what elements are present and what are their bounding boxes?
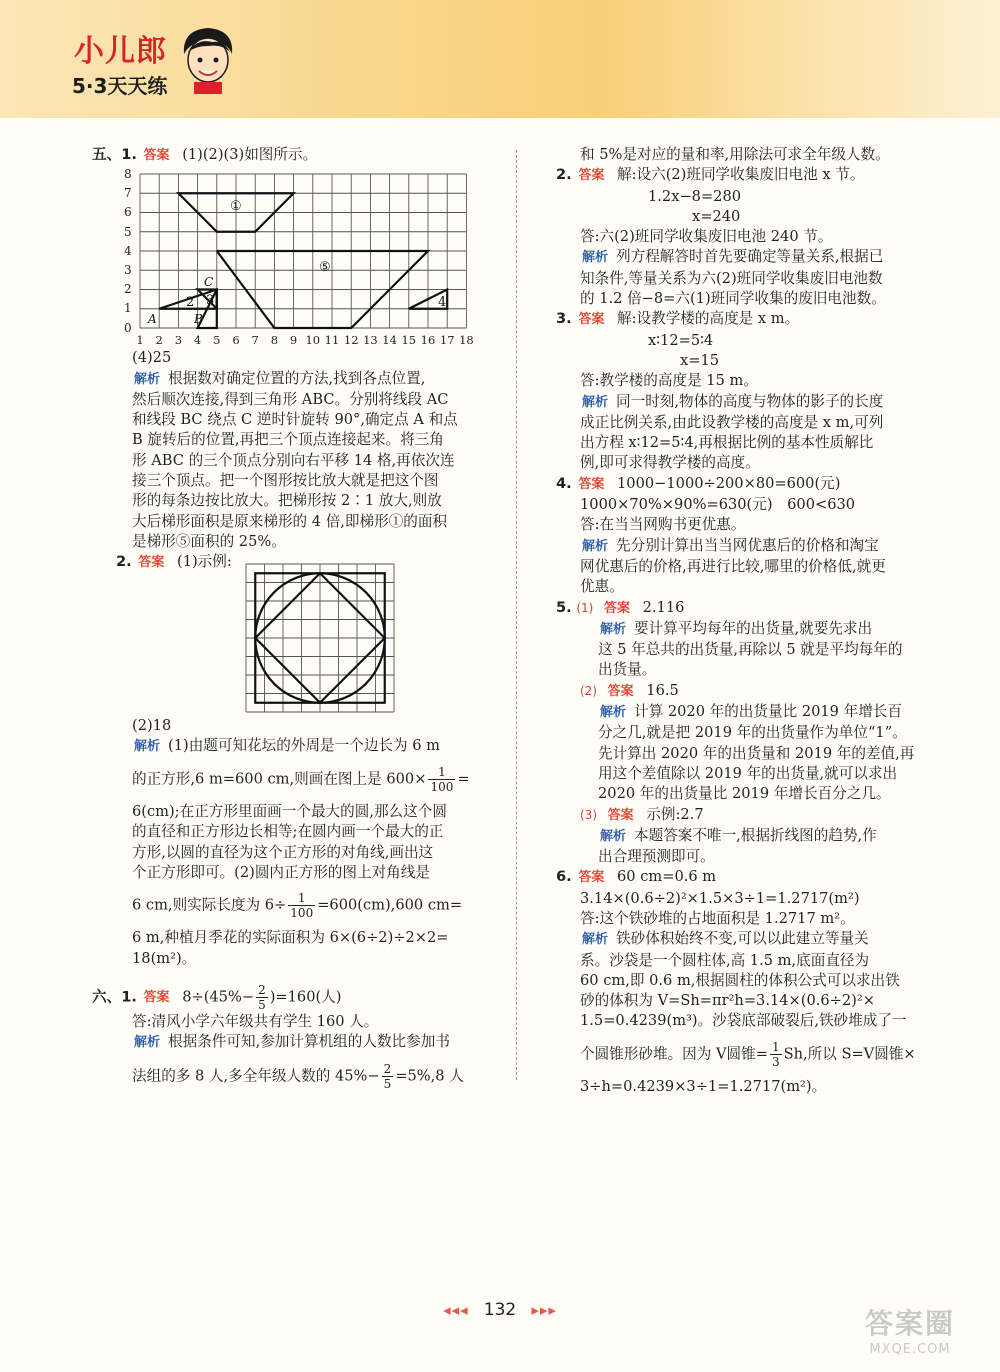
y-tick: 4 (124, 244, 132, 259)
analysis-text: (1)由题可知花坛的外周是一个边长为 6 m (168, 736, 440, 754)
text-span: = (457, 770, 470, 788)
answer-tag: 答案 (603, 600, 630, 616)
answer-text: 1000−1000÷200×80=600(元) (617, 474, 841, 492)
numerator: 1 (428, 765, 455, 780)
analysis-tag: 解析 (582, 538, 609, 554)
fraction (288, 891, 315, 920)
text-line: 60 cm,即 0.6 m,根据圆柱的体积公式可以求出铁 (580, 971, 900, 989)
x-tick: 4 (193, 333, 202, 348)
analysis-tag: 解析 (582, 932, 609, 948)
text-line: 出方程 x∶12=5∶4,再根据比例的基本性质解比 (580, 434, 874, 452)
shape-label-4: 4 (438, 295, 447, 311)
text-line (540, 1040, 945, 1069)
point-label-a: A (148, 312, 157, 327)
analysis-line (92, 1032, 497, 1053)
text-line: 1.5=0.4239(m³)。沙袋底部破裂后,铁砂堆成了一 (580, 1012, 907, 1030)
y-tick: 8 (124, 167, 132, 182)
text-line: 用这个差值除以 2019 年的出货量,就可以求出 (598, 764, 898, 782)
analysis-tag: 解析 (600, 621, 627, 637)
x-tick: 6 (232, 333, 240, 348)
text-line: 网优惠后的价格,再进行比较,哪里的价格低,就更 (580, 557, 886, 575)
q6-4-answer (540, 474, 945, 495)
watermark-text: 答案圈 (864, 1307, 955, 1340)
analysis-line (540, 536, 945, 557)
brand-name: 小儿郎 (74, 34, 167, 69)
text-line: 成正比例关系,由此设教学楼的高度是 x m,可列 (580, 413, 884, 431)
x-tick: 9 (289, 333, 298, 348)
shape-label-5: ⑤ (319, 260, 331, 276)
text-line: 的直径和正方形边长相等;在圆内画一个最大的正 (132, 823, 444, 841)
fraction (770, 1040, 782, 1069)
analysis-text: 根据数对确定位置的方法,找到各点位置, (168, 369, 426, 387)
question-number: 六、1. (92, 988, 137, 1006)
text-span: =600(cm),600 cm= (317, 896, 463, 914)
watermark-domain: MXQE.COM (869, 1342, 951, 1357)
circle-square-figure (242, 560, 412, 716)
answer-text: 2.116 (642, 598, 685, 616)
text-line: 3÷h=0.4239×3÷1=1.2717(m²)。 (580, 1077, 827, 1095)
answer-text: 解:设教学楼的高度是 x m。 (617, 310, 800, 328)
text-line: 6(cm);在正方形里面画一个最大的圆,那么这个圆 (132, 803, 447, 821)
answer-tag: 答案 (578, 168, 605, 184)
numerator: 2 (383, 1061, 392, 1076)
answer-text: 60 cm=0.6 m (617, 868, 717, 886)
point-label-c: C (204, 275, 214, 290)
text-line: 18(m²)。 (132, 949, 197, 967)
text-span: 8÷(45%− (182, 988, 255, 1006)
analysis-line (540, 247, 945, 268)
x-tick: 11 (324, 333, 340, 348)
shape-label-3: 3 (206, 293, 215, 309)
analysis-line (540, 702, 945, 723)
answer-text: 解:设六(2)班同学收集废旧电池 x 节。 (617, 166, 865, 184)
answer-text: (1)(2)(3)如图所示。 (182, 146, 318, 163)
text-line: 优惠。 (580, 578, 624, 596)
answer-text: 16.5 (646, 681, 679, 699)
denominator: 3 (771, 1054, 780, 1069)
answer-tag: 答案 (578, 312, 605, 328)
analysis-text: 计算 2020 年的出货量比 2019 年增长百 (634, 703, 902, 721)
text-line: 这 5 年总共的出货量,再除以 5 就是平均每年的 (598, 641, 903, 659)
shape-label-1: ① (230, 199, 242, 215)
question-number: 2. (116, 553, 132, 571)
text-line: 和 5%是对应的量和率,用除法可求全年级人数。 (580, 146, 890, 163)
text-line: 答:在当当网购书更优惠。 (580, 516, 746, 534)
text-span: 法组的多 8 人,多全年级人数的 45%− (132, 1067, 380, 1085)
fraction (256, 983, 268, 1012)
equation-line: x=240 (692, 207, 741, 225)
equation-line: 3.14×(0.6÷2)²×1.5×3÷1=1.2717(m²) (580, 889, 860, 907)
analysis-tag: 解析 (582, 394, 609, 410)
text-line: 的 1.2 倍−8=六(1)班同学收集的废旧电池数。 (580, 290, 886, 308)
sub-question: (1) (576, 600, 594, 615)
question-number: 5. (556, 598, 572, 616)
y-tick: 5 (124, 225, 132, 240)
answer-tag: 答案 (143, 990, 170, 1006)
denominator: 5 (258, 997, 266, 1012)
y-tick: 2 (124, 282, 132, 297)
x-tick: 5 (213, 333, 221, 348)
fraction (382, 1062, 394, 1091)
next-arrows-icon: ▸▸▸ (531, 1301, 557, 1319)
numerator: 1 (771, 1039, 780, 1054)
text-line: 答:六(2)班同学收集废旧电池 240 节。 (580, 228, 833, 246)
analysis-tag: 解析 (134, 371, 161, 387)
analysis-line (540, 929, 945, 950)
text-line: 形 ABC 的三个顶点分别向右平移 14 格,再依次连 (132, 451, 455, 469)
text-line: B 旋转后的位置,再把三个顶点连接起来。将三角 (132, 431, 444, 449)
answer-tag: 答案 (607, 807, 634, 823)
text-span: 个圆锥形砂堆。因为 V圆锥= (580, 1045, 768, 1063)
numerator: 1 (288, 891, 315, 906)
denominator: 100 (430, 780, 454, 795)
text-line: 系。沙袋是一个圆柱体,高 1.5 m,底面直径为 (580, 951, 870, 969)
text-span: 6 cm,则实际长度为 6÷ (132, 896, 287, 914)
text-line: 方形,以圆的直径为这个正方形的对角线,画出这 (132, 843, 434, 861)
equation-line: x=15 (680, 351, 720, 369)
x-tick: 17 (439, 333, 455, 348)
text-line: 形的每条边按比放大。把梯形按 2∶1 放大,则放 (132, 492, 442, 510)
x-tick: 18 (459, 333, 474, 348)
answer-tag: 答案 (138, 555, 165, 571)
brand-logo (60, 18, 240, 108)
q6-3-answer (540, 309, 945, 330)
answer-text: 示例:2.7 (646, 805, 704, 823)
point-label-b: B (194, 312, 203, 327)
sub-question: (3) (580, 807, 597, 822)
coordinate-grid-figure (100, 166, 500, 348)
page-number: 132 (483, 1300, 517, 1320)
analysis-tag: 解析 (134, 1035, 161, 1051)
x-tick: 10 (305, 333, 321, 348)
text-line: 先计算出 2020 年的出货量和 2019 年的差值,再 (598, 744, 915, 762)
text-line: 砂的体积为 V=Sh=πr²h=3.14×(0.6÷2)²× (580, 992, 875, 1010)
watermark (850, 1302, 970, 1362)
y-tick: 3 (124, 263, 132, 278)
y-tick: 1 (124, 301, 132, 316)
text-line: 例,即可求得教学楼的高度。 (580, 454, 760, 472)
question-number: 6. (556, 868, 572, 886)
series-name: 5·3天天练 (72, 74, 168, 98)
question-number: 4. (556, 474, 572, 492)
fraction (428, 765, 455, 794)
y-tick: 6 (124, 205, 132, 220)
analysis-text: 根据条件可知,参加计算机组的人数比参加书 (168, 1033, 450, 1051)
analysis-tag: 解析 (600, 705, 627, 721)
denominator: 100 (290, 906, 314, 921)
analysis-line (92, 369, 497, 390)
answer-tag: 答案 (607, 683, 634, 699)
analysis-text: 本题答案不唯一,根据折线图的趋势,作 (634, 826, 877, 844)
analysis-line (540, 392, 945, 413)
text-line: 接三个顶点。把一个图形按比放大就是把这个图 (132, 472, 439, 490)
y-tick: 7 (124, 186, 132, 201)
question-number: 2. (556, 166, 572, 184)
left-column (92, 145, 497, 1091)
sub-answer-line (540, 805, 945, 826)
analysis-tag: 解析 (600, 828, 627, 844)
text-span: )=160(人) (269, 988, 342, 1006)
text-span: 的正方形,6 m=600 cm,则画在图上是 600× (132, 770, 427, 788)
equation-line: 1.2x−8=280 (648, 187, 742, 205)
analysis-tag: 解析 (134, 738, 161, 754)
text-span: =5%,8 人 (395, 1067, 464, 1085)
x-tick: 3 (174, 333, 183, 348)
text-line: 知条件,等量关系为六(2)班同学收集废旧电池数 (580, 269, 883, 287)
question-number: 3. (556, 310, 572, 328)
text-line (92, 891, 497, 920)
text-line: 大后梯形面积是原来梯形的 4 倍,即梯形①的面积 (132, 512, 448, 530)
answer-text: (1)示例: (177, 553, 232, 571)
analysis-text: 列方程解答时首先要确定等量关系,根据已 (616, 248, 884, 266)
analysis-line (92, 736, 497, 757)
text-line: 2020 年的出货量比 2019 年增长百分之几。 (598, 785, 891, 803)
question-number: 五、1. (92, 146, 137, 163)
text-line: (4)25 (132, 349, 172, 367)
analysis-line (540, 826, 945, 847)
x-tick: 1 (136, 333, 144, 348)
sub-question: (2) (580, 683, 597, 698)
q6-2-answer (540, 165, 945, 186)
answer-tag: 答案 (578, 476, 605, 492)
text-line: 分之几,就是把 2019 年的出货量作为单位“1”。 (598, 724, 907, 742)
analysis-text: 铁砂体积始终不变,可以以此建立等量关 (616, 930, 869, 948)
analysis-text: 先分别计算出当当网优惠后的价格和淘宝 (616, 536, 879, 554)
y-tick: 0 (124, 321, 132, 336)
column-divider (516, 150, 517, 1080)
right-column (540, 145, 945, 1097)
x-tick: 15 (401, 333, 417, 348)
x-tick: 13 (363, 333, 378, 348)
analysis-line (540, 619, 945, 640)
equation-line: 1000×70%×90%=630(元) 600<630 (580, 496, 856, 514)
text-line: 答:这个铁砂堆的占地面积是 1.2717 m²。 (580, 909, 855, 927)
text-line: 出合理预测即可。 (598, 848, 715, 866)
text-line (92, 1062, 497, 1091)
text-span: Sh,所以 S=V圆锥× (783, 1045, 916, 1063)
text-line: 答:清风小学六年级共有学生 160 人。 (132, 1012, 379, 1030)
shape-label-2: 2 (186, 295, 195, 311)
analysis-text: 要计算平均每年的出货量,就要先求出 (634, 619, 873, 637)
q6-5-answer (540, 598, 945, 619)
analysis-text: 同一时刻,物体的高度与物体的影子的长度 (616, 392, 884, 410)
q6-6-answer (540, 867, 945, 888)
text-line: 答:教学楼的高度是 15 m。 (580, 372, 758, 390)
text-line: 6 m,种植月季花的实际面积为 6×(6÷2)÷2×2= (132, 929, 449, 947)
text-line: 然后顺次连接,得到三角形 ABC。分别将线段 AC (132, 390, 449, 408)
x-tick: 2 (155, 333, 163, 348)
answer-tag: 答案 (578, 870, 605, 886)
text-line: 是梯形⑤面积的 25%。 (132, 532, 286, 550)
text-line: 个正方形即可。(2)圆内正方形的图上对角线是 (132, 864, 430, 882)
equation-line: x∶12=5∶4 (648, 331, 714, 349)
q5-1-answer (92, 145, 497, 166)
mascot-icon (178, 24, 238, 94)
text-line: 出货量。 (598, 661, 657, 679)
x-tick: 7 (251, 333, 259, 348)
prev-arrows-icon: ◂◂◂ (443, 1301, 469, 1319)
q6-1-answer (92, 983, 497, 1012)
text-line: (2)18 (132, 716, 172, 734)
answer-tag: 答案 (143, 148, 170, 163)
x-tick: 14 (382, 333, 397, 348)
x-tick: 8 (270, 333, 279, 348)
numerator: 2 (258, 982, 266, 997)
text-line: 和线段 BC 绕点 C 逆时针旋转 90°,确定点 A 和点 (132, 411, 458, 429)
analysis-tag: 解析 (582, 250, 609, 266)
denominator: 5 (383, 1076, 392, 1091)
sub-answer-line (540, 681, 945, 702)
text-line (92, 765, 497, 794)
x-tick: 16 (420, 333, 436, 348)
x-tick: 12 (343, 333, 359, 348)
